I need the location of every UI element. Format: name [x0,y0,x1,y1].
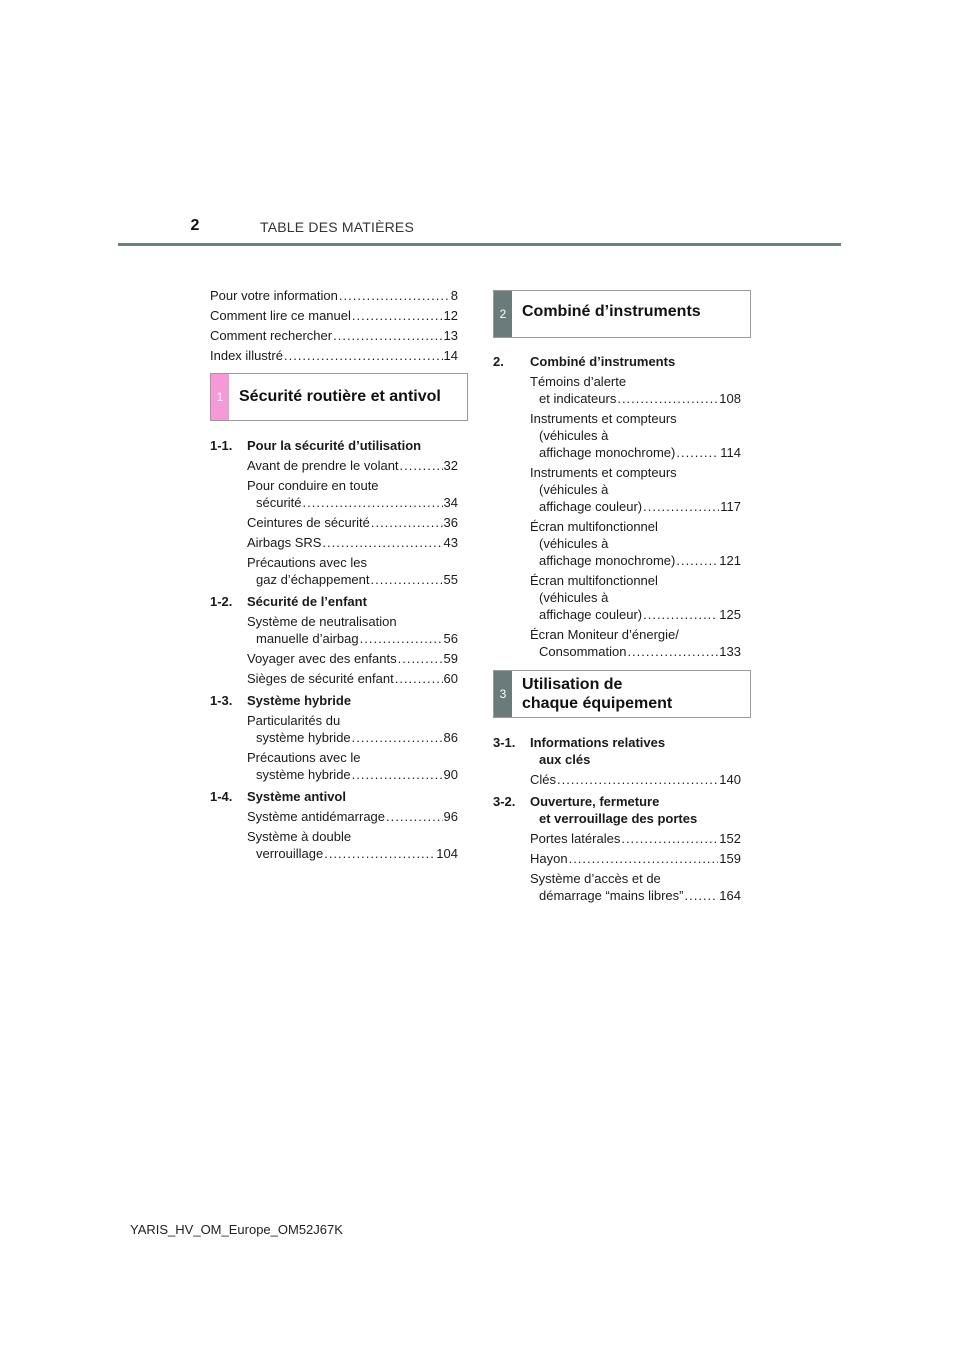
leader-dots [339,287,450,304]
toc-entry[interactable]: sécurité ..... 34 [256,494,458,511]
leader-dots [333,327,442,344]
leader-dots [395,670,443,687]
toc-entry-text: (véhicules à [539,536,609,551]
leader-dots [386,808,443,825]
toc-entry[interactable]: système hybride ..... 86 [256,729,458,746]
section-title: Ouverture, fermeture [530,794,660,809]
toc-entry[interactable]: Portes latérales ..... 152 [530,830,741,847]
chapter-tab: 2 [494,291,512,337]
page-number: 2 [190,217,200,234]
toc-entry-text: Système d’accès et de [530,871,661,886]
header-title: TABLE DES MATIÈRES [260,219,415,235]
footer-doc-id: YARIS_HV_OM_Europe_OM52J67K [130,1222,343,1237]
chapter-title-line-2: chaque équipement [522,695,673,712]
toc-entry-text: Instruments et compteurs [530,465,677,480]
chapter-title: Sécurité routière et antivol [239,388,441,405]
toc-entry-text: Écran multifonctionnel [530,519,658,534]
chapter-title: Combiné d’instruments [522,303,701,320]
toc-entry[interactable]: gaz d’échappement ..... 55 [256,571,458,588]
chapter-title-line-1: Utilisation de [522,676,623,693]
section-title-cont: et verrouillage des portes [539,811,698,826]
leader-dots [371,514,443,531]
leader-dots [370,571,442,588]
leader-dots [685,887,719,904]
section-title: Informations relatives [530,735,666,750]
leader-dots [676,552,718,569]
leader-dots [676,444,719,461]
section-number: 2. [493,354,504,369]
leader-dots [621,830,718,847]
toc-entry-text: Écran multifonctionnel [530,573,658,588]
toc-entry[interactable]: Ceintures de sécurité ..... 36 [247,514,458,531]
toc-entry[interactable]: Airbags SRS ..... 43 [247,534,458,551]
leader-dots [643,606,718,623]
section-title: Combiné d’instruments [530,354,676,369]
header-rule [118,243,841,246]
toc-entry-text: Précautions avec les [247,555,367,570]
toc-entry[interactable]: Système antidémarrage ..... 96 [247,808,458,825]
chapter-2-header[interactable] [493,290,751,338]
toc-entry-text: (véhicules à [539,590,609,605]
section-title: Système hybride [247,693,352,708]
leader-dots [303,494,443,511]
leader-dots [360,630,443,647]
leader-dots [284,347,443,364]
toc-entry-text: Système de neutralisation [247,614,397,629]
toc-entry-text: Précautions avec le [247,750,361,765]
toc-entry[interactable]: Comment lire ce manuel ..... 12 [210,307,458,324]
toc-entry[interactable]: manuelle d’airbag ..... 56 [256,630,458,647]
section-title: Pour la sécurité d’utilisation [247,438,422,453]
toc-entry[interactable]: et indicateurs ..... 108 [539,390,741,407]
toc-entry[interactable]: démarrage “mains libres” ..... 164 [539,887,741,904]
section-number: 1-3. [210,693,233,708]
section-title-cont: aux clés [539,752,591,767]
leader-dots [322,534,442,551]
section-title: Système antivol [247,789,346,804]
chapter-tab: 3 [494,671,512,717]
toc-entry[interactable]: affichage monochrome) ..... 114 [539,444,741,461]
leader-dots [627,643,718,660]
toc-entry[interactable]: Clés ..... 140 [530,771,741,788]
leader-dots [557,771,718,788]
toc-entry[interactable]: affichage couleur) ..... 117 [539,498,741,515]
leader-dots [569,850,719,867]
leader-dots [400,457,443,474]
section-number: 3-2. [493,794,516,809]
toc-entry[interactable]: Index illustré ..... 14 [210,347,458,364]
toc-entry[interactable]: Comment rechercher ..... 13 [210,327,458,344]
leader-dots [324,845,435,862]
section-number: 3-1. [493,735,516,750]
leader-dots [352,729,443,746]
leader-dots [352,307,443,324]
toc-entry[interactable]: Avant de prendre le volant ..... 32 [247,457,458,474]
leader-dots [643,498,719,515]
toc-entry-text: Écran Moniteur d’énergie/ [530,627,679,642]
leader-dots [398,650,443,667]
toc-entry-text: (véhicules à [539,428,609,443]
section-number: 1-2. [210,594,233,609]
toc-entry-text: Particularités du [247,713,341,728]
toc-entry[interactable]: Hayon ..... 159 [530,850,741,867]
leader-dots [352,766,443,783]
chapter-3-header[interactable] [493,670,751,718]
section-title: Sécurité de l’enfant [247,594,367,609]
chapter-tab: 1 [211,374,229,420]
section-number: 1-1. [210,438,233,453]
toc-entry-text: Témoins d’alerte [530,374,627,389]
toc-entry[interactable]: Voyager avec des enfants ..... 59 [247,650,458,667]
toc-entry[interactable]: verrouillage ..... 104 [256,845,458,862]
toc-entry[interactable]: Sièges de sécurité enfant ..... 60 [247,670,458,687]
toc-entry-text: Système à double [247,829,352,844]
toc-entry[interactable]: Consommation ..... 133 [539,643,741,660]
section-number: 1-4. [210,789,233,804]
toc-entry[interactable]: système hybride ..... 90 [256,766,458,783]
toc-entry-text: Pour conduire en toute [247,478,379,493]
leader-dots [617,390,718,407]
toc-entry-text: (véhicules à [539,482,609,497]
toc-entry[interactable]: affichage couleur) ..... 125 [539,606,741,623]
toc-entry[interactable]: Pour votre information ..... 8 [210,287,458,304]
chapter-1-header[interactable] [210,373,468,421]
toc-entry[interactable]: affichage monochrome) ..... 121 [539,552,741,569]
toc-entry-text: Instruments et compteurs [530,411,677,426]
